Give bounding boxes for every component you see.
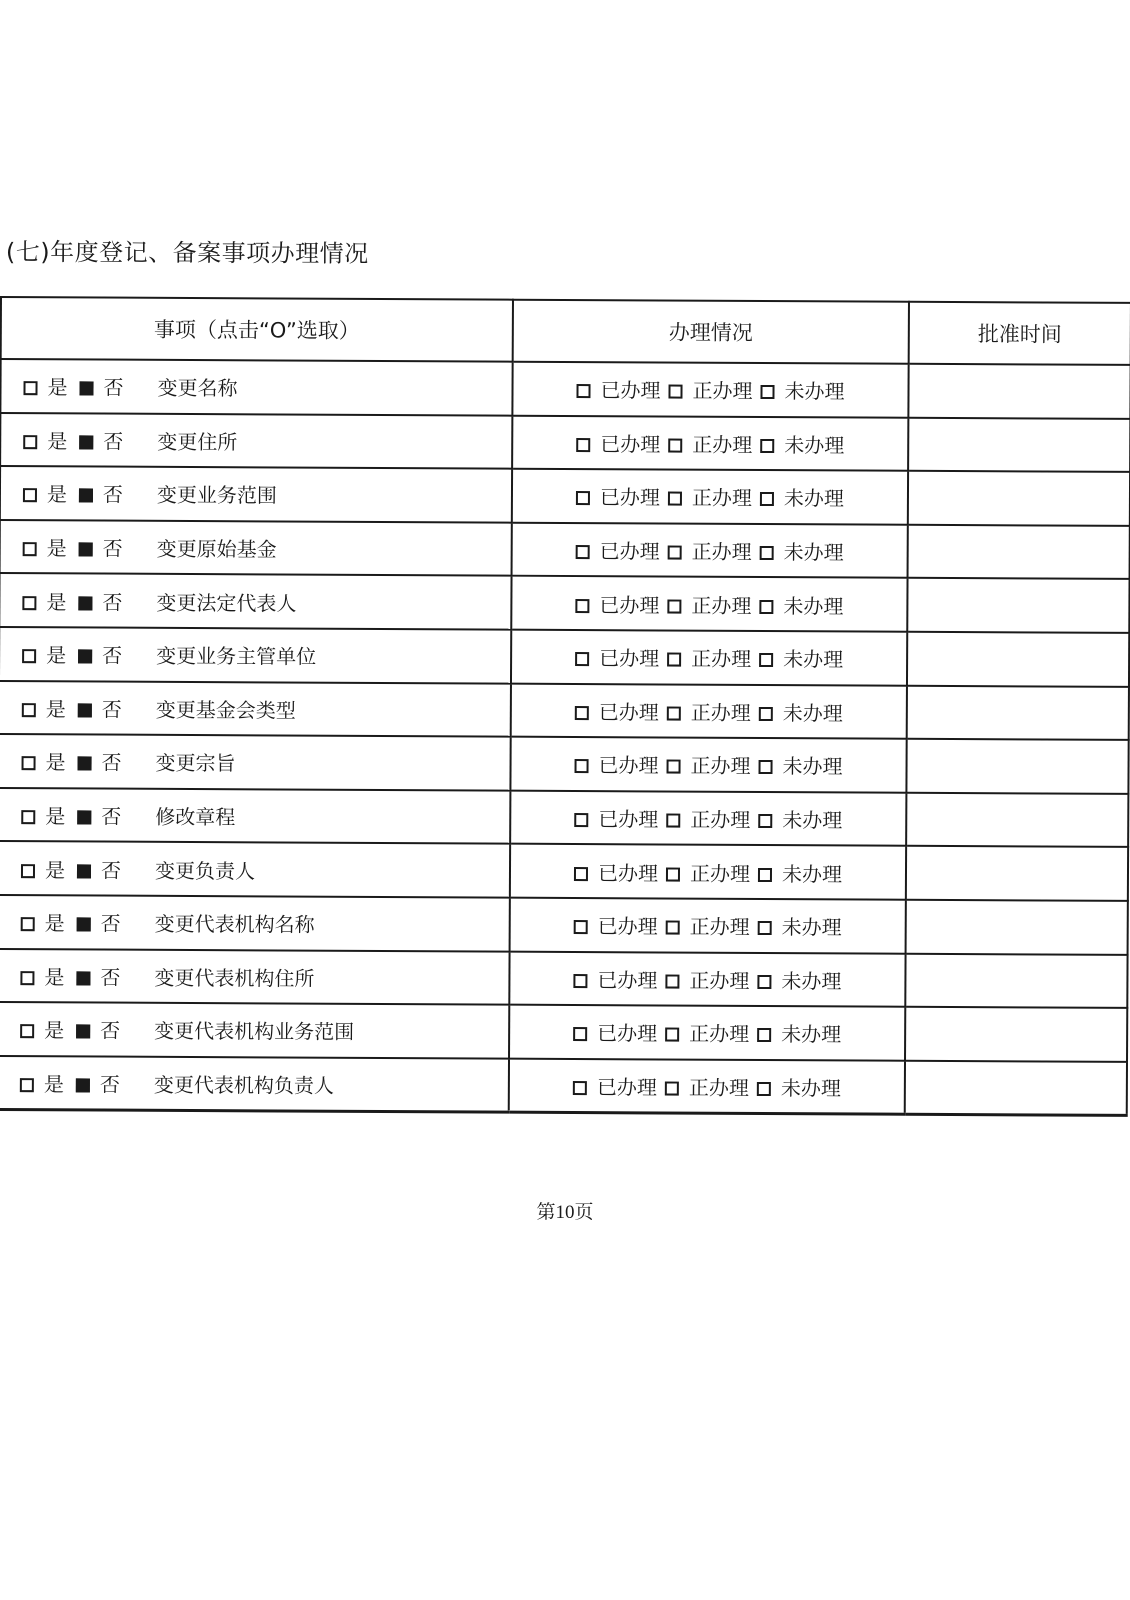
yes-label: 是 xyxy=(44,911,65,936)
approval-time-cell[interactable] xyxy=(908,364,1130,419)
no-checkbox[interactable] xyxy=(77,864,91,878)
no-label: 否 xyxy=(100,911,121,936)
table-row xyxy=(0,895,1128,955)
status-cell xyxy=(510,737,906,793)
status-option-not-done[interactable] xyxy=(758,915,842,939)
status-label: 已办理 xyxy=(596,1074,657,1100)
approval-time-cell[interactable] xyxy=(908,525,1130,580)
status-checkbox[interactable] xyxy=(759,653,773,667)
item-name: 变更代表机构名称 xyxy=(154,912,315,937)
status-option-in-progress[interactable] xyxy=(667,647,751,671)
status-option-in-progress[interactable] xyxy=(668,432,752,456)
yes-checkbox[interactable] xyxy=(21,864,35,878)
yes-checkbox[interactable] xyxy=(21,917,35,931)
no-checkbox[interactable] xyxy=(76,1025,90,1039)
table-row xyxy=(0,573,1130,633)
status-option-done[interactable] xyxy=(574,861,658,885)
status-checkbox[interactable] xyxy=(575,652,589,666)
status-checkbox[interactable] xyxy=(573,1081,587,1095)
status-label: 正办理 xyxy=(692,378,753,404)
yes-checkbox[interactable] xyxy=(23,435,37,449)
yes-label: 是 xyxy=(46,536,67,561)
no-label: 否 xyxy=(102,643,123,668)
status-checkbox[interactable] xyxy=(575,706,589,720)
status-checkbox[interactable] xyxy=(665,1028,679,1042)
status-option-not-done[interactable] xyxy=(759,594,843,618)
header-approval-time: 批准时间 xyxy=(909,302,1130,365)
status-checkbox[interactable] xyxy=(667,653,681,667)
yes-checkbox[interactable] xyxy=(22,596,36,610)
status-cell xyxy=(510,898,906,954)
item-cell xyxy=(0,788,510,844)
status-checkbox[interactable] xyxy=(576,384,590,398)
status-option-done[interactable] xyxy=(576,432,660,456)
status-checkbox[interactable] xyxy=(760,439,774,453)
status-label: 正办理 xyxy=(691,646,752,672)
approval-time-cell[interactable] xyxy=(906,900,1128,955)
status-label: 已办理 xyxy=(599,485,661,510)
status-checkbox[interactable] xyxy=(757,975,771,989)
status-label: 已办理 xyxy=(600,378,661,403)
no-checkbox[interactable] xyxy=(78,650,92,664)
status-option-not-done[interactable] xyxy=(758,754,842,778)
status-checkbox[interactable] xyxy=(574,920,588,934)
yes-label: 是 xyxy=(47,375,68,400)
table-row xyxy=(0,681,1129,741)
yes-label: 是 xyxy=(46,589,67,615)
status-label: 已办理 xyxy=(600,432,661,457)
status-cell xyxy=(509,951,905,1007)
status-label: 未办理 xyxy=(782,808,843,833)
item-name: 修改章程 xyxy=(155,804,236,830)
item-name: 变更基金会类型 xyxy=(155,697,296,723)
item-cell xyxy=(0,359,512,415)
status-checkbox[interactable] xyxy=(667,706,681,720)
approval-time-cell[interactable] xyxy=(908,417,1130,472)
status-option-done[interactable] xyxy=(575,646,659,670)
no-label: 否 xyxy=(100,1018,121,1044)
status-label: 正办理 xyxy=(689,861,751,886)
status-cell xyxy=(511,576,907,632)
item-cell xyxy=(0,841,510,897)
item-name: 变更代表机构业务范围 xyxy=(154,1019,355,1045)
yes-checkbox[interactable] xyxy=(20,1025,34,1039)
status-checkbox[interactable] xyxy=(760,492,774,506)
table-row xyxy=(0,413,1130,473)
status-option-done[interactable] xyxy=(575,700,659,724)
status-checkbox[interactable] xyxy=(666,867,680,881)
status-option-not-done[interactable] xyxy=(760,433,844,457)
status-checkbox[interactable] xyxy=(668,438,682,452)
table-row xyxy=(0,359,1130,419)
yes-checkbox[interactable] xyxy=(22,703,36,717)
no-label: 否 xyxy=(102,483,124,508)
yes-checkbox[interactable] xyxy=(23,489,37,503)
section-title: (七)年度登记、备案事项办理情况 xyxy=(5,237,369,268)
no-checkbox[interactable] xyxy=(78,703,92,717)
table-row xyxy=(0,520,1130,580)
item-cell xyxy=(0,413,512,469)
status-label: 已办理 xyxy=(597,1021,658,1046)
table-row xyxy=(0,949,1128,1009)
status-option-done[interactable] xyxy=(573,968,657,992)
status-cell xyxy=(509,1005,905,1061)
status-label: 已办理 xyxy=(597,860,659,886)
status-option-in-progress[interactable] xyxy=(668,486,752,510)
status-checkbox[interactable] xyxy=(666,921,680,935)
status-option-in-progress[interactable] xyxy=(667,700,751,724)
no-label: 否 xyxy=(101,804,122,829)
status-checkbox[interactable] xyxy=(573,1027,587,1041)
status-option-not-done[interactable] xyxy=(757,1022,841,1046)
item-name: 变更业务范围 xyxy=(156,483,278,508)
status-cell xyxy=(511,683,907,739)
status-label: 已办理 xyxy=(597,914,658,939)
yes-checkbox[interactable] xyxy=(23,381,37,395)
status-checkbox[interactable] xyxy=(668,546,682,560)
status-option-in-progress[interactable] xyxy=(665,1022,749,1046)
status-label: 已办理 xyxy=(599,592,660,618)
status-cell xyxy=(509,1058,905,1114)
no-label: 否 xyxy=(103,375,124,400)
status-label: 正办理 xyxy=(691,593,752,618)
yes-checkbox[interactable] xyxy=(21,810,35,824)
status-checkbox[interactable] xyxy=(575,599,589,613)
status-checkbox[interactable] xyxy=(758,868,772,882)
status-label: 未办理 xyxy=(783,486,845,511)
page-number: 第10页 xyxy=(536,1202,594,1223)
status-option-not-done[interactable] xyxy=(758,862,842,886)
yes-label: 是 xyxy=(46,643,67,668)
status-label: 正办理 xyxy=(689,1022,750,1047)
status-option-in-progress[interactable] xyxy=(666,861,750,885)
status-option-done[interactable] xyxy=(574,807,658,831)
item-cell xyxy=(0,573,512,629)
item-name: 变更负责人 xyxy=(154,858,256,883)
no-label: 否 xyxy=(100,965,121,990)
status-option-done[interactable] xyxy=(574,753,658,777)
approval-time-cell[interactable] xyxy=(907,632,1129,687)
status-option-in-progress[interactable] xyxy=(667,593,751,617)
status-checkbox[interactable] xyxy=(576,492,590,506)
status-option-not-done[interactable] xyxy=(758,808,842,832)
item-cell xyxy=(0,1002,509,1058)
status-checkbox[interactable] xyxy=(759,760,773,774)
table-row xyxy=(0,1002,1127,1062)
status-cell xyxy=(510,790,906,846)
yes-label: 是 xyxy=(44,965,65,990)
status-option-done[interactable] xyxy=(576,539,660,563)
status-option-done[interactable] xyxy=(574,914,658,938)
table-header-row xyxy=(1,297,1130,365)
table-row xyxy=(0,627,1129,687)
status-checkbox[interactable] xyxy=(666,814,680,828)
status-label: 正办理 xyxy=(688,1075,749,1100)
table-body xyxy=(0,359,1130,1115)
status-option-in-progress[interactable] xyxy=(668,379,752,403)
status-checkbox[interactable] xyxy=(667,599,681,613)
status-option-not-done[interactable] xyxy=(757,1076,841,1100)
item-cell xyxy=(0,895,510,951)
status-option-done[interactable] xyxy=(576,378,660,402)
yes-checkbox[interactable] xyxy=(20,971,34,985)
item-name: 变更代表机构负责人 xyxy=(153,1072,334,1098)
table-row xyxy=(0,788,1128,848)
status-label: 未办理 xyxy=(781,968,842,994)
status-label: 未办理 xyxy=(784,379,845,404)
yes-label: 是 xyxy=(47,429,68,454)
status-label: 正办理 xyxy=(689,914,750,940)
status-checkbox[interactable] xyxy=(760,385,774,399)
item-name: 变更名称 xyxy=(157,376,238,401)
status-label: 正办理 xyxy=(689,968,750,993)
status-checkbox[interactable] xyxy=(665,974,679,988)
status-label: 未办理 xyxy=(783,540,844,565)
yes-label: 是 xyxy=(45,750,66,775)
status-checkbox[interactable] xyxy=(575,759,589,773)
approval-time-cell[interactable] xyxy=(905,953,1127,1008)
item-cell xyxy=(0,734,511,790)
yes-checkbox[interactable] xyxy=(22,649,36,663)
item-cell xyxy=(0,627,511,683)
item-cell xyxy=(0,520,512,576)
item-name: 变更代表机构住所 xyxy=(154,965,315,991)
status-option-not-done[interactable] xyxy=(759,647,843,671)
status-checkbox[interactable] xyxy=(665,1081,679,1095)
table-row xyxy=(0,1056,1127,1116)
no-checkbox[interactable] xyxy=(79,489,93,503)
yes-label: 是 xyxy=(46,482,68,507)
no-checkbox[interactable] xyxy=(79,435,93,449)
item-name: 变更原始基金 xyxy=(156,536,277,562)
status-option-in-progress[interactable] xyxy=(666,808,750,832)
status-checkbox[interactable] xyxy=(668,492,682,506)
status-label: 正办理 xyxy=(691,539,752,565)
status-option-not-done[interactable] xyxy=(759,701,843,725)
status-option-done[interactable] xyxy=(576,486,660,510)
approval-time-cell[interactable] xyxy=(907,685,1129,740)
no-checkbox[interactable] xyxy=(79,542,93,556)
status-option-in-progress[interactable] xyxy=(666,915,750,939)
no-checkbox[interactable] xyxy=(78,757,92,771)
status-label: 未办理 xyxy=(781,1022,842,1047)
no-label: 否 xyxy=(99,1072,120,1097)
header-status: 办理情况 xyxy=(513,300,909,364)
no-checkbox[interactable] xyxy=(76,971,90,985)
status-label: 未办理 xyxy=(783,647,844,672)
status-checkbox[interactable] xyxy=(757,1082,771,1096)
yes-label: 是 xyxy=(43,1072,64,1097)
status-option-in-progress[interactable] xyxy=(665,968,749,992)
status-label: 正办理 xyxy=(692,432,753,457)
status-label: 未办理 xyxy=(782,754,843,779)
status-checkbox[interactable] xyxy=(576,545,590,559)
status-label: 未办理 xyxy=(780,1075,841,1101)
status-option-done[interactable] xyxy=(573,1075,657,1099)
no-checkbox[interactable] xyxy=(78,596,92,610)
item-cell xyxy=(0,949,510,1005)
approval-time-cell[interactable] xyxy=(905,1060,1127,1115)
header-item: 事项（点击“O”选取） xyxy=(1,297,513,362)
status-label: 已办理 xyxy=(597,967,658,993)
status-cell xyxy=(510,844,906,900)
status-cell xyxy=(512,362,908,418)
status-option-in-progress[interactable] xyxy=(668,540,752,564)
status-cell xyxy=(511,630,907,686)
yes-label: 是 xyxy=(45,697,66,722)
status-checkbox[interactable] xyxy=(667,760,681,774)
item-name: 变更法定代表人 xyxy=(156,590,297,616)
status-checkbox[interactable] xyxy=(758,921,772,935)
status-label: 正办理 xyxy=(690,754,751,779)
yes-checkbox[interactable] xyxy=(23,542,37,556)
status-label: 已办理 xyxy=(598,700,659,725)
no-label: 否 xyxy=(100,858,122,883)
yes-checkbox[interactable] xyxy=(22,757,36,771)
status-option-not-done[interactable] xyxy=(760,379,844,403)
item-cell xyxy=(0,466,512,522)
approval-time-cell[interactable] xyxy=(905,1007,1127,1062)
status-label: 未办理 xyxy=(782,700,843,726)
table-row xyxy=(0,466,1130,526)
approval-time-cell[interactable] xyxy=(906,846,1128,901)
status-cell xyxy=(512,522,908,578)
no-label: 否 xyxy=(101,750,122,776)
status-checkbox[interactable] xyxy=(574,813,588,827)
status-checkbox[interactable] xyxy=(574,867,588,881)
status-option-not-done[interactable] xyxy=(760,540,844,564)
status-checkbox[interactable] xyxy=(668,385,682,399)
status-label: 正办理 xyxy=(691,486,753,511)
no-label: 否 xyxy=(102,536,123,561)
no-label: 否 xyxy=(101,697,122,722)
status-label: 未办理 xyxy=(783,593,844,619)
status-label: 已办理 xyxy=(598,807,659,832)
status-label: 未办理 xyxy=(781,915,842,940)
item-name: 变更业务主管单位 xyxy=(156,644,317,669)
no-checkbox[interactable] xyxy=(77,918,91,932)
status-checkbox[interactable] xyxy=(758,814,772,828)
item-name: 变更宗旨 xyxy=(155,751,236,776)
status-checkbox[interactable] xyxy=(760,546,774,560)
status-checkbox[interactable] xyxy=(573,974,587,988)
status-checkbox[interactable] xyxy=(576,438,590,452)
table-row xyxy=(0,841,1128,901)
yes-label: 是 xyxy=(45,804,66,829)
status-checkbox[interactable] xyxy=(757,1028,771,1042)
no-label: 否 xyxy=(103,429,124,454)
status-label: 未办理 xyxy=(781,861,843,887)
no-checkbox[interactable] xyxy=(79,382,93,396)
no-label: 否 xyxy=(102,590,123,615)
status-option-done[interactable] xyxy=(573,1021,657,1045)
no-checkbox[interactable] xyxy=(76,1078,90,1092)
status-label: 正办理 xyxy=(690,700,751,725)
yes-label: 是 xyxy=(44,1018,65,1043)
status-cell xyxy=(512,415,908,471)
status-option-in-progress[interactable] xyxy=(666,754,750,778)
status-option-not-done[interactable] xyxy=(757,969,841,993)
table-row xyxy=(0,734,1129,794)
status-option-done[interactable] xyxy=(575,593,659,617)
status-checkbox[interactable] xyxy=(759,600,773,614)
status-checkbox[interactable] xyxy=(759,707,773,721)
yes-label: 是 xyxy=(44,857,66,882)
status-option-in-progress[interactable] xyxy=(665,1075,749,1099)
approval-time-cell[interactable] xyxy=(906,739,1128,794)
registration-table xyxy=(0,296,1130,1117)
status-cell xyxy=(512,469,908,525)
status-label: 正办理 xyxy=(690,807,751,832)
approval-time-cell[interactable] xyxy=(906,793,1128,848)
approval-time-cell[interactable] xyxy=(907,578,1129,633)
no-checkbox[interactable] xyxy=(77,810,91,824)
status-label: 未办理 xyxy=(784,432,845,458)
item-cell xyxy=(0,1056,509,1112)
yes-checkbox[interactable] xyxy=(20,1078,34,1092)
approval-time-cell[interactable] xyxy=(908,471,1130,526)
status-option-not-done[interactable] xyxy=(760,486,844,510)
item-cell xyxy=(0,681,511,737)
item-name: 变更住所 xyxy=(157,429,238,455)
status-label: 已办理 xyxy=(599,539,660,564)
status-label: 已办理 xyxy=(598,753,659,778)
registration-table-wrapper xyxy=(0,296,1130,1117)
status-label: 已办理 xyxy=(599,646,660,671)
